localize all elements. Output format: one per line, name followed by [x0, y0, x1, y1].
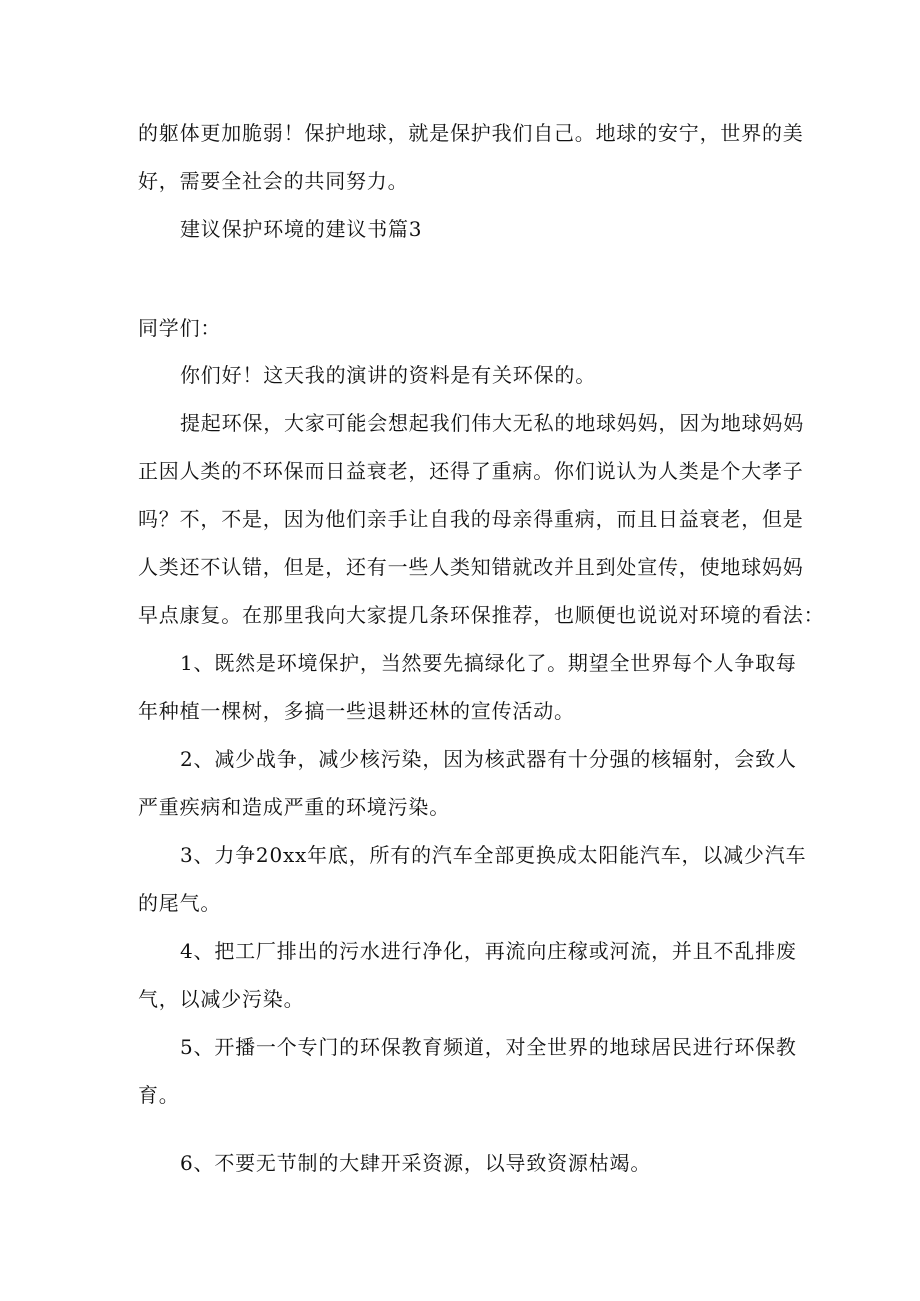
paragraph-line: 早点康复。在那里我向大家提几条环保推荐，也顺便也说说对环境的看法：: [138, 603, 825, 627]
list-item-line: 1、既然是环境保护，当然要先搞绿化了。期望全世界每个人争取每: [180, 651, 797, 675]
list-item-line: 3、力争20xx年底，所有的汽车全部更换成太阳能汽车，以减少汽车: [180, 843, 807, 867]
greeting-line: 同学们：: [138, 316, 222, 340]
paragraph-line: 人类还不认错，但是，还有一些人类知错就改并且到处宣传，使地球妈妈: [138, 555, 804, 579]
paragraph-line: 吗？不，不是，因为他们亲手让自我的母亲得重病，而且日益衰老，但是: [138, 507, 804, 531]
list-item-line: 6、不要无节制的大肆开采资源，以导致资源枯竭。: [180, 1151, 652, 1175]
paragraph-line: 你们好！这天我的演讲的资料是有关环保的。: [180, 363, 596, 387]
paragraph-line: 正因人类的不环保而日益衰老，还得了重病。你们说认为人类是个大孝子: [138, 459, 804, 483]
list-item-line: 5、开播一个专门的环保教育频道，对全世界的地球居民进行环保教: [180, 1035, 797, 1059]
list-item-line: 育。: [138, 1083, 180, 1107]
list-item-line: 年种植一棵树，多搞一些退耕还林的宣传活动。: [138, 699, 575, 723]
paragraph-line: 好，需要全社会的共同努力。: [138, 169, 409, 193]
list-item-line: 严重疾病和造成严重的环境污染。: [138, 795, 450, 819]
paragraph-line: 提起环保，大家可能会想起我们伟大无私的地球妈妈，因为地球妈妈: [180, 411, 804, 435]
list-item-line: 气，以减少污染。: [138, 987, 305, 1011]
list-item-line: 2、减少战争，减少核污染，因为核武器有十分强的核辐射，会致人: [180, 747, 797, 771]
list-item-line: 4、把工厂排出的污水进行净化，再流向庄稼或河流，并且不乱排废: [180, 939, 797, 963]
list-item-line: 的尾气。: [138, 891, 222, 915]
paragraph-line: 的躯体更加脆弱！保护地球，就是保护我们自己。地球的安宁，世界的美: [138, 121, 804, 145]
section-heading: 建议保护环境的建议书篇3: [180, 217, 423, 241]
